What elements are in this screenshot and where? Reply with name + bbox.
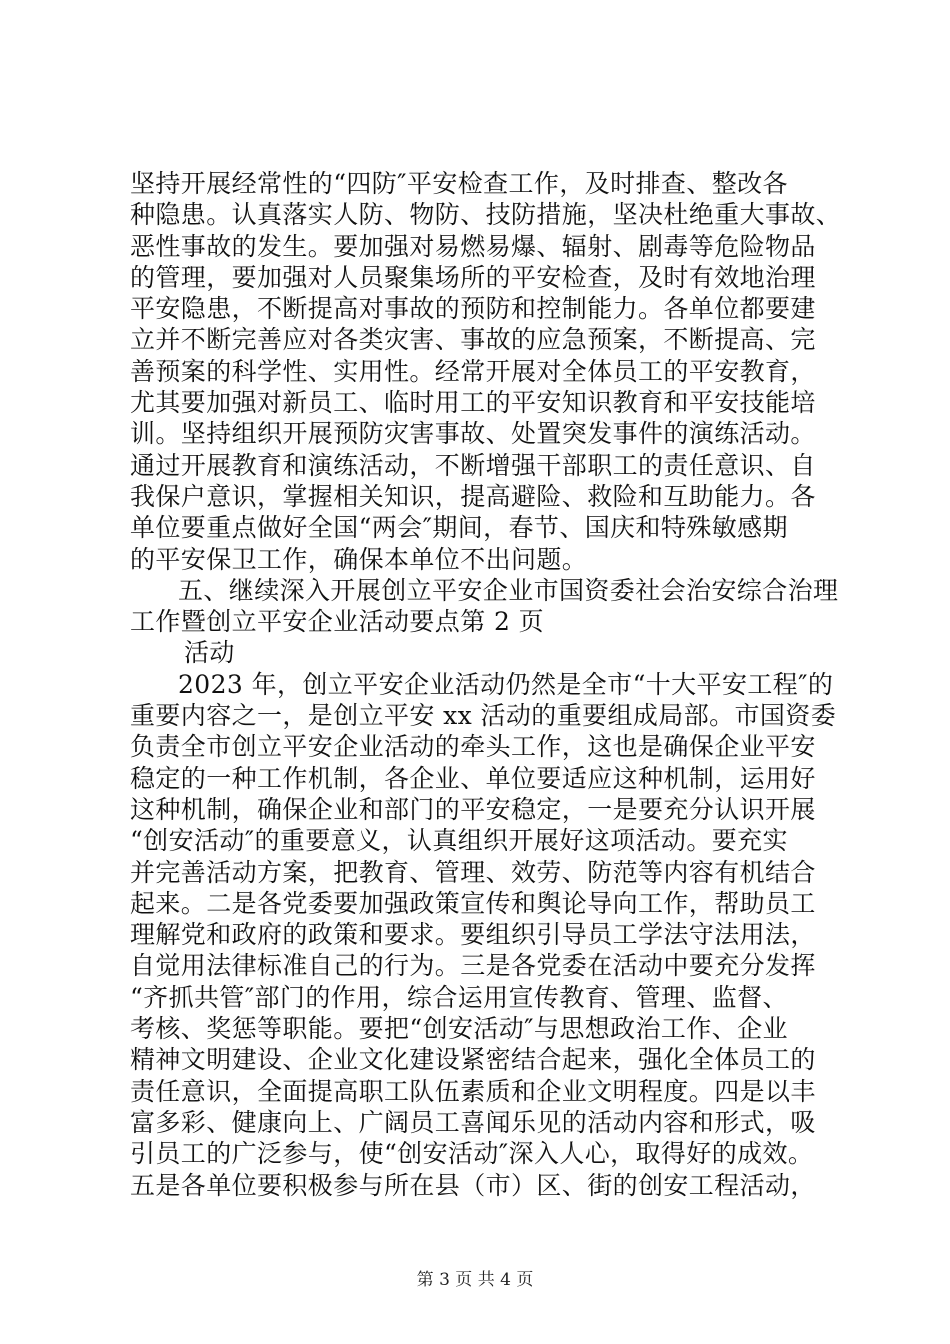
text-line: 我保户意识，掌握相关知识，提高避险、救险和互助能力。各 [130, 481, 816, 511]
text-line: 理解党和政府的政策和要求。要组织引导员工学法守法用法， [130, 920, 816, 950]
text-line: “齐抓共管″部门的作用，综合运用宣传教育、管理、监督、 [130, 982, 788, 1012]
text-line: 责任意识，全面提高职工队伍素质和企业文明程度。四是以丰 [130, 1076, 816, 1106]
text-line: 负责全市创立平安企业活动的牵头工作，这也是确保企业平安 [130, 732, 816, 762]
text-line: 训。坚持组织开展预防灾害事故、处置突发事件的演练活动。 [130, 419, 816, 449]
section-heading-line: 五、继续深入开展创立平安企业市国资委社会治安综合治理 [178, 575, 839, 605]
text-line: 自觉用法律标准自己的行为。三是各党委在活动中要充分发挥 [130, 951, 816, 981]
text-line: “创安活动″的重要意义，认真组织开展好这项活动。要充实 [130, 826, 788, 856]
text-line: 五是各单位要积极参与所在县（市）区、街的创安工程活动， [130, 1170, 816, 1200]
text-line: 稳定的一种工作机制，各企业、单位要适应这种机制，运用好 [130, 763, 816, 793]
page-footer [0, 1270, 950, 1290]
text-line: 尤其要加强对新员工、临时用工的平安知识教育和平安技能培 [130, 388, 816, 418]
text-line: 的平安保卫工作，确保本单位不出问题。 [130, 544, 588, 574]
text-line: 善预案的科学性、实用性。经常开展对全体员工的平安教育， [130, 356, 816, 386]
document-body [130, 168, 842, 1201]
text-line: 种隐患。认真落实人防、物防、技防措施，坚决杜绝重大事故、 [130, 200, 842, 230]
text-line: 起来。二是各党委要加强政策宣传和舆论导向工作，帮助员工 [130, 888, 816, 918]
section-heading-line: 活动 [184, 638, 235, 668]
text-line: 通过开展教育和演练活动，不断增强干部职工的责任意识、自 [130, 450, 816, 480]
text-line: 这种机制，确保企业和部门的平安稳定，一是要充分认识开展 [130, 794, 816, 824]
section-heading-line: 工作暨创立平安企业活动要点第 2 页 [130, 607, 545, 637]
page-number: 第 3 页 共 4 页 [416, 1270, 534, 1290]
text-line: 重要内容之一，是创立平安 xx 活动的重要组成局部。市国资委 [130, 701, 837, 731]
text-line: 的管理，要加强对人员聚集场所的平安检查，及时有效地治理 [130, 262, 816, 292]
text-line: 考核、奖惩等职能。要把“创安活动″与思想政治工作、企业 [130, 1014, 788, 1044]
paragraph-start-line: 2023 年，创立平安企业活动仍然是全市“十大平安工程″的 [178, 669, 834, 699]
text-line: 引员工的广泛参与，使“创安活动″深入人心，取得好的成效。 [130, 1139, 814, 1169]
text-line: 恶性事故的发生。要加强对易燃易爆、辐射、剧毒等危险物品 [130, 231, 816, 261]
text-line: 坚持开展经常性的“四防″平安检查工作，及时排查、整改各 [130, 169, 788, 198]
text-line: 立并不断完善应对各类灾害、事故的应急预案，不断提高、完 [130, 325, 816, 355]
text-line: 精神文明建设、企业文化建设紧密结合起来，强化全体员工的 [130, 1045, 816, 1075]
text-line: 富多彩、健康向上、广阔员工喜闻乐见的活动内容和形式，吸 [130, 1107, 816, 1137]
text-line: 平安隐患，不断提高对事故的预防和控制能力。各单位都要建 [130, 294, 816, 324]
text-line: 单位要重点做好全国“两会″期间，春节、国庆和特殊敏感期 [130, 513, 788, 543]
text-line: 并完善活动方案，把教育、管理、效劳、防范等内容有机结合 [130, 857, 816, 887]
